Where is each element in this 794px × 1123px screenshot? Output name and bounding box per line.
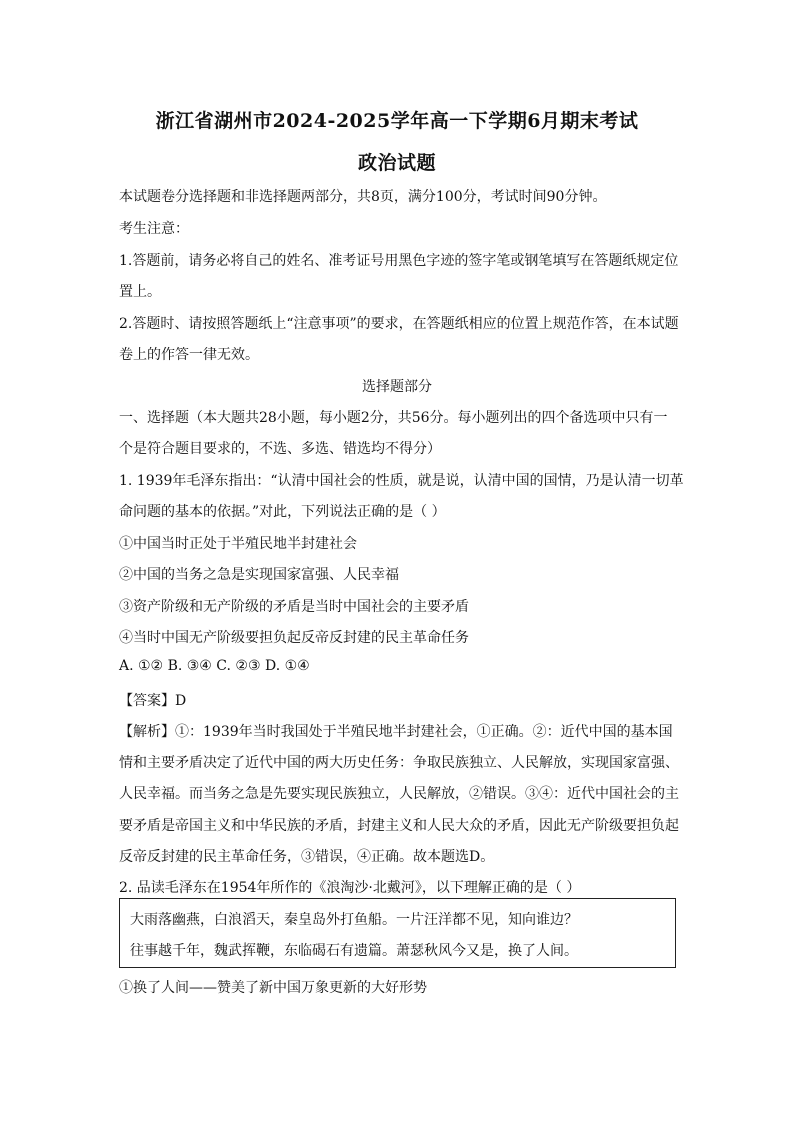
notice-item-2: 2.答题时、请按照答题纸上“注意事项”的要求，在答题纸相应的位置上规范作答，在本试题 xyxy=(119,316,679,332)
question-1-option-2: ②中国的当务之急是实现国家富强、人民幸福 xyxy=(119,567,399,583)
question-2-stem: 2. 品读毛泽东在1954年所作的《浪淘沙·北戴河》，以下理解正确的是（ ） xyxy=(119,880,581,896)
question-1-choices: A. ①② B. ③④ C. ②③ D. ①④ xyxy=(119,658,310,674)
section-title: 选择题部分 xyxy=(362,379,432,395)
question-1-analysis-line-5: 反帝反封建的民主革命任务，③错误，④正确。故本题选D。 xyxy=(119,849,495,865)
question-1-analysis-line-4: 要矛盾是帝国主义和中华民族的矛盾，封建主义和人民大众的矛盾，因此无产阶级要担负起 xyxy=(119,818,679,834)
question-1-option-3: ③资产阶级和无产阶级的矛盾是当时中国社会的主要矛盾 xyxy=(119,599,469,615)
section-instructions: 一、选择题（本大题共28小题，每小题2分，共56分。每小题列出的四个备选项中只有一 xyxy=(119,410,668,426)
question-1-stem: 1. 1939年毛泽东指出：“认清中国社会的性质，就是说，认清中国的国情，乃是认清一切革 xyxy=(119,473,684,489)
notice-item-1-cont: 置上。 xyxy=(119,284,161,300)
document-title: 浙江省湖州市2024-2025学年高一下学期6月期末考试 xyxy=(155,110,639,132)
poem-line-2: 往事越千年，魏武挥鞭，东临碣石有遗篇。萧瑟秋风今又是，换了人间。 xyxy=(130,943,578,959)
section-instructions-cont: 个是符合题目要求的，不选、多选、错选均不得分） xyxy=(119,441,441,457)
exam-description: 本试题卷分选择题和非选择题两部分，共8页，满分100分，考试时间90分钟。 xyxy=(119,189,607,205)
question-1-analysis-line-2: 情和主要矛盾决定了近代中国的两大历史任务：争取民族独立、人民解放，实现国家富强、 xyxy=(119,755,679,771)
question-1-analysis: 【解析】①：1939年当时我国处于半殖民地半封建社会，①正确。②：近代中国的基本国 xyxy=(119,724,673,740)
question-1-analysis-line-3: 人民幸福。而当务之急是先要实现民族独立，人民解放，②错误。③④：近代中国社会的主 xyxy=(119,786,679,802)
notice-item-2-cont: 卷上的作答一律无效。 xyxy=(119,347,259,363)
question-1-stem-cont: 命问题的基本的依据。”对此，下列说法正确的是（ ） xyxy=(119,504,446,520)
notice-item-1: 1.答题前，请务必将自己的姓名、准考证号用黑色字迹的签字笔或钢笔填写在答题纸规定位 xyxy=(119,253,679,269)
poem-box xyxy=(119,898,676,968)
document-subtitle: 政治试题 xyxy=(357,152,436,174)
question-1-option-1: ①中国当时正处于半殖民地半封建社会 xyxy=(119,536,357,552)
question-2-option-1: ①换了人间——赞美了新中国万象更新的大好形势 xyxy=(119,980,427,996)
question-1-answer: 【答案】D xyxy=(119,693,187,709)
question-1-option-4: ④当时中国无产阶级要担负起反帝反封建的民主革命任务 xyxy=(119,630,469,646)
notice-heading: 考生注意： xyxy=(119,221,189,237)
poem-line-1: 大雨落幽燕，白浪滔天，秦皇岛外打鱼船。一片汪洋都不见，知向谁边？ xyxy=(130,912,578,928)
